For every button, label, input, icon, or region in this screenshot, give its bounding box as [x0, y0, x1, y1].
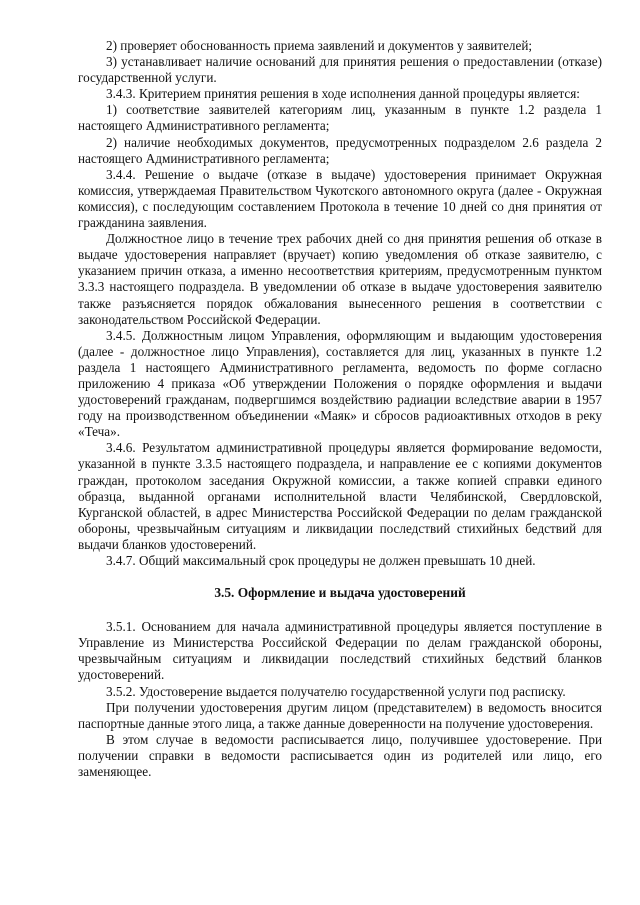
paragraph: 3.4.5. Должностным лицом Управления, оформляющим и выдающим удостоверения (далее - должностное лицо Управления), составляется для лиц, указанных в пункте 1.2 раздела 1 настоящего Административного регламента, ведомость по форме согласно приложению 4 приказа «Об утверждении Положения о порядке оформления и выдачи удостоверений гражданам, подвергшимся воздействию радиации вследствие аварии в 1957 году на производственном объединении «Маяк» и сбросов радиоактивных отходов в реку «Теча».	[78, 327, 602, 440]
paragraph: 3.4.4. Решение о выдаче (отказе в выдаче) удостоверения принимает Окружная комиссия, утверждаемая Правительством Чукотского автономного округа (далее - Окружная комиссия), с последующим составлением Протокола в течение 10 дней со дня принятия от гражданина заявления.	[78, 166, 602, 231]
paragraph: Должностное лицо в течение трех рабочих дней со дня принятия решения об отказе в выдаче удостоверения направляет (вручает) копию уведомления об отказе заявителю, с указанием причин отказа, а именно несоответствия критериям, предусмотренным пунктом 3.3.3 настоящего подраздела. В уведомлении об отказе в выдаче удостоверения заявителю также разъясняется порядок обжалования вынесенного решения в соответствии с законодательством Российской Федерации.	[78, 231, 602, 327]
document-page	[78, 38, 602, 780]
paragraph: 3.5.1. Основанием для начала административной процедуры является поступление в Управление из Министерства Российской Федерации по делам гражданской обороны, чрезвычайным ситуациям и ликвидации последствий стихийных бедствий бланков удостоверений.	[78, 619, 602, 683]
paragraph: 2) наличие необходимых документов, предусмотренных подразделом 2.6 раздела 2 настоящего Административного регламента;	[78, 134, 602, 166]
paragraph: 3.4.7. Общий максимальный срок процедуры не должен превышать 10 дней.	[106, 553, 536, 568]
paragraph: 1) соответствие заявителей категориям лиц, указанным в пункте 1.2 раздела 1 настоящего Административного регламента;	[78, 102, 602, 134]
paragraph: 2) проверяет обоснованность приема заявлений и документов у заявителей;	[106, 38, 533, 53]
paragraph: При получении удостоверения другим лицом (представителем) в ведомость вносится паспортные данные этого лица, а также данные доверенности на получение удостоверения.	[78, 699, 602, 731]
paragraph: 3.4.6. Результатом административной процедуры является формирование ведомости, указанной в пункте 3.3.5 настоящего подраздела, и направление ее с копиями документов граждан, протоколом заседания Окружной комиссии, а также копией справки единого образца, выданной органами исполнительной власти Челябинской, Свердловской, Курганской областей, в адрес Министерства Российской Федерации по делам гражданской обороны, чрезвычайным ситуациям и ликвидации последствий стихийных бедствий для выдачи бланков удостоверений.	[78, 440, 602, 552]
paragraph: 3) устанавливает наличие оснований для принятия решения о предоставлении (отказе) государственной услуги.	[78, 54, 602, 86]
paragraph: 3.4.3. Критерием принятия решения в ходе исполнения данной процедуры является:	[106, 86, 580, 102]
paragraph: 3.5.2. Удостоверение выдается получателю государственной услуги под расписку.	[106, 683, 566, 699]
paragraph: В этом случае в ведомости расписывается лицо, получившее удостоверение. При получении справки в ведомости расписывается один из родителей или лицо, его заменяющее.	[78, 731, 602, 780]
section-heading: 3.5. Оформление и выдача удостоверений	[214, 585, 466, 601]
